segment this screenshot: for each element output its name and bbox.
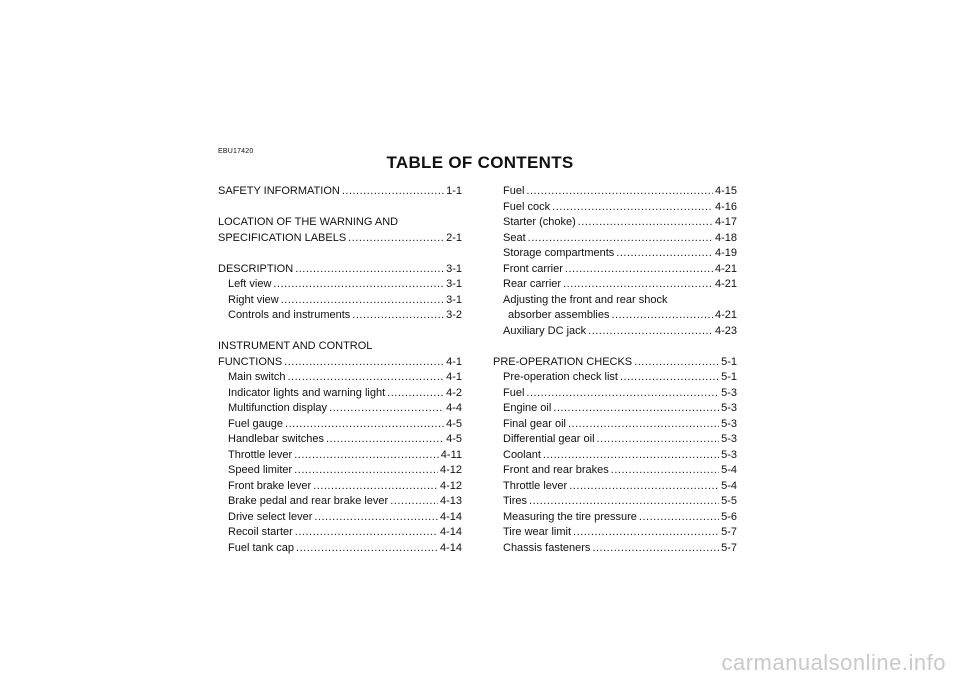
toc-entry[interactable]: [218, 448, 462, 464]
toc-right-column: [493, 184, 737, 556]
toc-entry[interactable]: [493, 262, 737, 278]
toc-entry-label: Differential gear oil: [503, 433, 595, 445]
toc-entry-label: Fuel gauge: [228, 417, 284, 430]
toc-leader-dots: [639, 510, 719, 526]
toc-entry-page: 5-1: [721, 371, 737, 383]
toc-leader-dots: [528, 231, 713, 247]
toc-leader-dots: [611, 463, 719, 479]
toc-entry-label: PRE-OPERATION CHECKS: [493, 355, 633, 368]
toc-entry[interactable]: [493, 355, 737, 371]
toc-entry-page: 4-1: [446, 355, 462, 368]
toc-entry-label: Tire wear limit: [503, 526, 572, 538]
toc-entry-page: 4-19: [714, 247, 737, 259]
toc-entry[interactable]: [493, 401, 737, 417]
toc-spacer: [493, 339, 737, 355]
toc-entry-label: Auxiliary DC jack: [503, 324, 587, 337]
toc-leader-dots: [565, 262, 713, 278]
toc-entry[interactable]: [218, 479, 462, 495]
toc-entry-label: Front brake lever: [228, 479, 312, 492]
toc-entry-page: 5-4: [721, 464, 737, 476]
toc-entry-label: Right view: [228, 293, 279, 306]
toc-entry-page: 4-12: [439, 479, 462, 492]
doc-code: EBU17420: [218, 148, 254, 155]
toc-entry[interactable]: [218, 184, 462, 200]
toc-entry-label: Speed limiter: [228, 464, 293, 476]
toc-leader-dots: [553, 401, 719, 417]
toc-leader-dots: [569, 479, 719, 495]
toc-entry-page: 2-1: [446, 231, 462, 244]
toc-entry-label: Fuel: [503, 386, 525, 399]
toc-entry[interactable]: [493, 494, 737, 510]
toc-entry-label: Starter (choke): [503, 216, 576, 228]
toc-entry-label: Pre-operation check list: [503, 371, 618, 383]
toc-leader-dots: [578, 215, 713, 231]
toc-entry-page: 3-1: [446, 262, 462, 275]
toc-entry-label: Final gear oil: [503, 417, 566, 430]
toc-entry-page: 4-15: [714, 185, 737, 197]
toc-entry-page: 4-5: [446, 417, 462, 430]
toc-entry-page: 5-3: [721, 417, 737, 430]
toc-entry[interactable]: [218, 417, 462, 433]
toc-entry-label: Fuel: [503, 185, 525, 197]
toc-entry[interactable]: [218, 262, 462, 278]
toc-entry-page: 5-3: [721, 448, 737, 461]
toc-entry-page: 4-23: [714, 324, 737, 337]
toc-entry[interactable]: [218, 355, 462, 371]
toc-leader-dots: [314, 510, 438, 526]
toc-leader-dots: [390, 494, 438, 510]
toc-entry[interactable]: [218, 386, 462, 402]
toc-leader-dots: [285, 417, 444, 433]
toc-entry-page: 5-5: [721, 495, 737, 507]
page-title: TABLE OF CONTENTS: [386, 153, 574, 172]
toc-entry-label: Handlebar switches: [228, 433, 324, 445]
toc-entry[interactable]: [493, 324, 737, 340]
toc-entry[interactable]: [493, 231, 737, 247]
toc-leader-dots: [313, 479, 438, 495]
toc-entry-label: Brake pedal and rear brake lever: [228, 495, 389, 507]
toc-entry-label: Chassis fasteners: [503, 541, 591, 554]
toc-leader-dots: [387, 386, 444, 402]
toc-entry-page: 5-7: [721, 526, 737, 538]
toc-leader-dots: [573, 525, 719, 541]
toc-entry-page: 5-1: [721, 355, 737, 368]
toc-entry[interactable]: [218, 401, 462, 417]
toc-entry[interactable]: [493, 432, 737, 448]
toc-entry[interactable]: [218, 277, 462, 293]
toc-leader-dots: [634, 355, 719, 371]
toc-entry-page: 4-12: [439, 464, 462, 476]
toc-entry[interactable]: [493, 479, 737, 495]
toc-entry-label: Drive select lever: [228, 510, 313, 523]
toc-entry-label: Indicator lights and warning light: [228, 386, 386, 399]
toc-entry[interactable]: [218, 463, 462, 479]
toc-entry[interactable]: [493, 184, 737, 200]
toc-entry[interactable]: [493, 525, 737, 541]
toc-leader-dots: [295, 262, 444, 278]
toc-entry[interactable]: [493, 277, 737, 293]
toc-entry[interactable]: [218, 231, 462, 247]
toc-leader-dots: [563, 277, 713, 293]
toc-entry[interactable]: [493, 386, 737, 402]
toc-entry-label: Engine oil: [503, 402, 552, 414]
toc-entry[interactable]: [493, 370, 737, 386]
toc-entry[interactable]: [493, 215, 737, 231]
toc-entry-label: Rear carrier: [503, 278, 562, 290]
toc-leader-dots: [588, 324, 713, 340]
toc-entry-page: 4-5: [446, 433, 462, 445]
toc-entry-page: 5-7: [721, 541, 737, 554]
toc-entry-page: 4-18: [714, 231, 737, 244]
toc-entry[interactable]: [493, 246, 737, 262]
toc-left-column: [218, 184, 462, 556]
toc-entry[interactable]: [493, 463, 737, 479]
toc-leader-dots: [326, 432, 444, 448]
toc-leader-dots: [526, 184, 713, 200]
toc-leader-dots: [329, 401, 444, 417]
toc-leader-dots: [348, 231, 444, 247]
toc-entry[interactable]: [218, 525, 462, 541]
toc-entry-page: 4-14: [439, 526, 462, 538]
toc-entry[interactable]: [493, 417, 737, 433]
watermark: carmanualsonline.info: [721, 650, 946, 675]
toc-entry-label: Front and rear brakes: [503, 464, 609, 476]
toc-entry-label: Fuel cock: [503, 200, 551, 213]
toc-entry[interactable]: [493, 510, 737, 526]
toc-entry-page: 5-3: [721, 386, 737, 399]
toc-entry-page: 4-21: [714, 262, 737, 275]
toc-entry[interactable]: [218, 510, 462, 526]
toc-spacer: [218, 200, 462, 216]
toc-entry-label: DESCRIPTION: [218, 262, 294, 275]
toc-leader-dots: [616, 246, 713, 262]
toc-entry-page: 4-1: [446, 371, 462, 383]
toc-leader-dots: [620, 370, 719, 386]
toc-entry-page: 4-11: [440, 448, 462, 461]
toc-entry-label: SPECIFICATION LABELS: [218, 231, 347, 244]
toc-entry-label: absorber assemblies: [508, 309, 610, 321]
toc-entry-label: Left view: [228, 278, 272, 290]
toc-entry-page: 4-16: [714, 200, 737, 213]
toc-entry-label: Fuel tank cap: [228, 541, 295, 554]
toc-entry-label: Multifunction display: [228, 402, 328, 414]
toc-leader-dots: [295, 525, 438, 541]
toc-leader-dots: [568, 417, 719, 433]
toc-heading-line: Adjusting the front and rear shock: [503, 293, 668, 306]
toc-entry[interactable]: [218, 308, 462, 324]
toc-leader-dots: [287, 370, 444, 386]
toc-entry-page: 4-4: [446, 402, 462, 414]
toc-spacer: [218, 324, 462, 340]
toc-leader-dots: [284, 355, 444, 371]
toc-entry-label: Measuring the tire pressure: [503, 510, 637, 523]
toc-leader-dots: [296, 541, 438, 557]
toc-leader-dots: [294, 463, 438, 479]
toc-entry-label: Seat: [503, 231, 526, 244]
toc-entry-label: Recoil starter: [228, 526, 293, 538]
toc-entry-page: 4-14: [439, 510, 462, 523]
toc-leader-dots: [294, 448, 439, 464]
toc-entry[interactable]: [493, 308, 737, 324]
toc-entry-label: Storage compartments: [503, 247, 615, 259]
toc-entry-label: SAFETY INFORMATION: [218, 185, 340, 197]
toc-entry-label: Coolant: [503, 448, 541, 461]
toc-leader-dots: [612, 308, 713, 324]
toc-leader-dots: [597, 432, 720, 448]
toc-entry-page: 4-13: [439, 495, 462, 507]
toc-entry[interactable]: [218, 370, 462, 386]
toc-heading-line: LOCATION OF THE WARNING AND: [218, 216, 399, 228]
toc-entry-label: Main switch: [228, 371, 286, 383]
toc-entry[interactable]: [218, 541, 462, 557]
toc-leader-dots: [273, 277, 444, 293]
toc-entry[interactable]: [493, 200, 737, 216]
toc-entry-label: Controls and instruments: [228, 309, 351, 321]
toc-leader-dots: [342, 184, 444, 200]
toc-entry-label: FUNCTIONS: [218, 355, 283, 368]
toc-leader-dots: [592, 541, 719, 557]
toc-entry[interactable]: [493, 448, 737, 464]
toc-entry-page: 5-3: [721, 402, 737, 414]
toc-leader-dots: [543, 448, 719, 464]
toc-entry[interactable]: [218, 293, 462, 309]
toc-entry-label: Throttle lever: [503, 479, 568, 492]
toc-entry-label: Front carrier: [503, 262, 563, 275]
toc-leader-dots: [552, 200, 713, 216]
toc-entry-page: 4-14: [439, 541, 462, 554]
toc-entry-page: 1-1: [446, 185, 462, 197]
toc-entry-page: 3-1: [446, 278, 462, 290]
toc-entry-page: 5-6: [721, 510, 737, 523]
toc-leader-dots: [526, 386, 719, 402]
toc-leader-dots: [281, 293, 444, 309]
toc-entry[interactable]: [218, 494, 462, 510]
toc-entry-page: 5-4: [721, 479, 737, 492]
toc-entry-page: 4-21: [714, 278, 737, 290]
toc-entry-page: 3-2: [446, 309, 462, 321]
toc-entry-page: 4-21: [714, 309, 737, 321]
toc-entry-label: Throttle lever: [228, 448, 293, 461]
toc-heading-line: INSTRUMENT AND CONTROL: [218, 340, 373, 352]
toc-spacer: [218, 246, 462, 262]
toc-entry[interactable]: [218, 432, 462, 448]
toc-entry[interactable]: [493, 541, 737, 557]
toc-leader-dots: [529, 494, 719, 510]
toc-leader-dots: [352, 308, 444, 324]
toc-entry-label: Tires: [503, 495, 528, 507]
toc-entry-page: 5-3: [721, 433, 737, 445]
toc-entry-page: 4-17: [714, 216, 737, 228]
toc-entry-page: 3-1: [446, 293, 462, 306]
toc-entry-page: 4-2: [446, 386, 462, 399]
